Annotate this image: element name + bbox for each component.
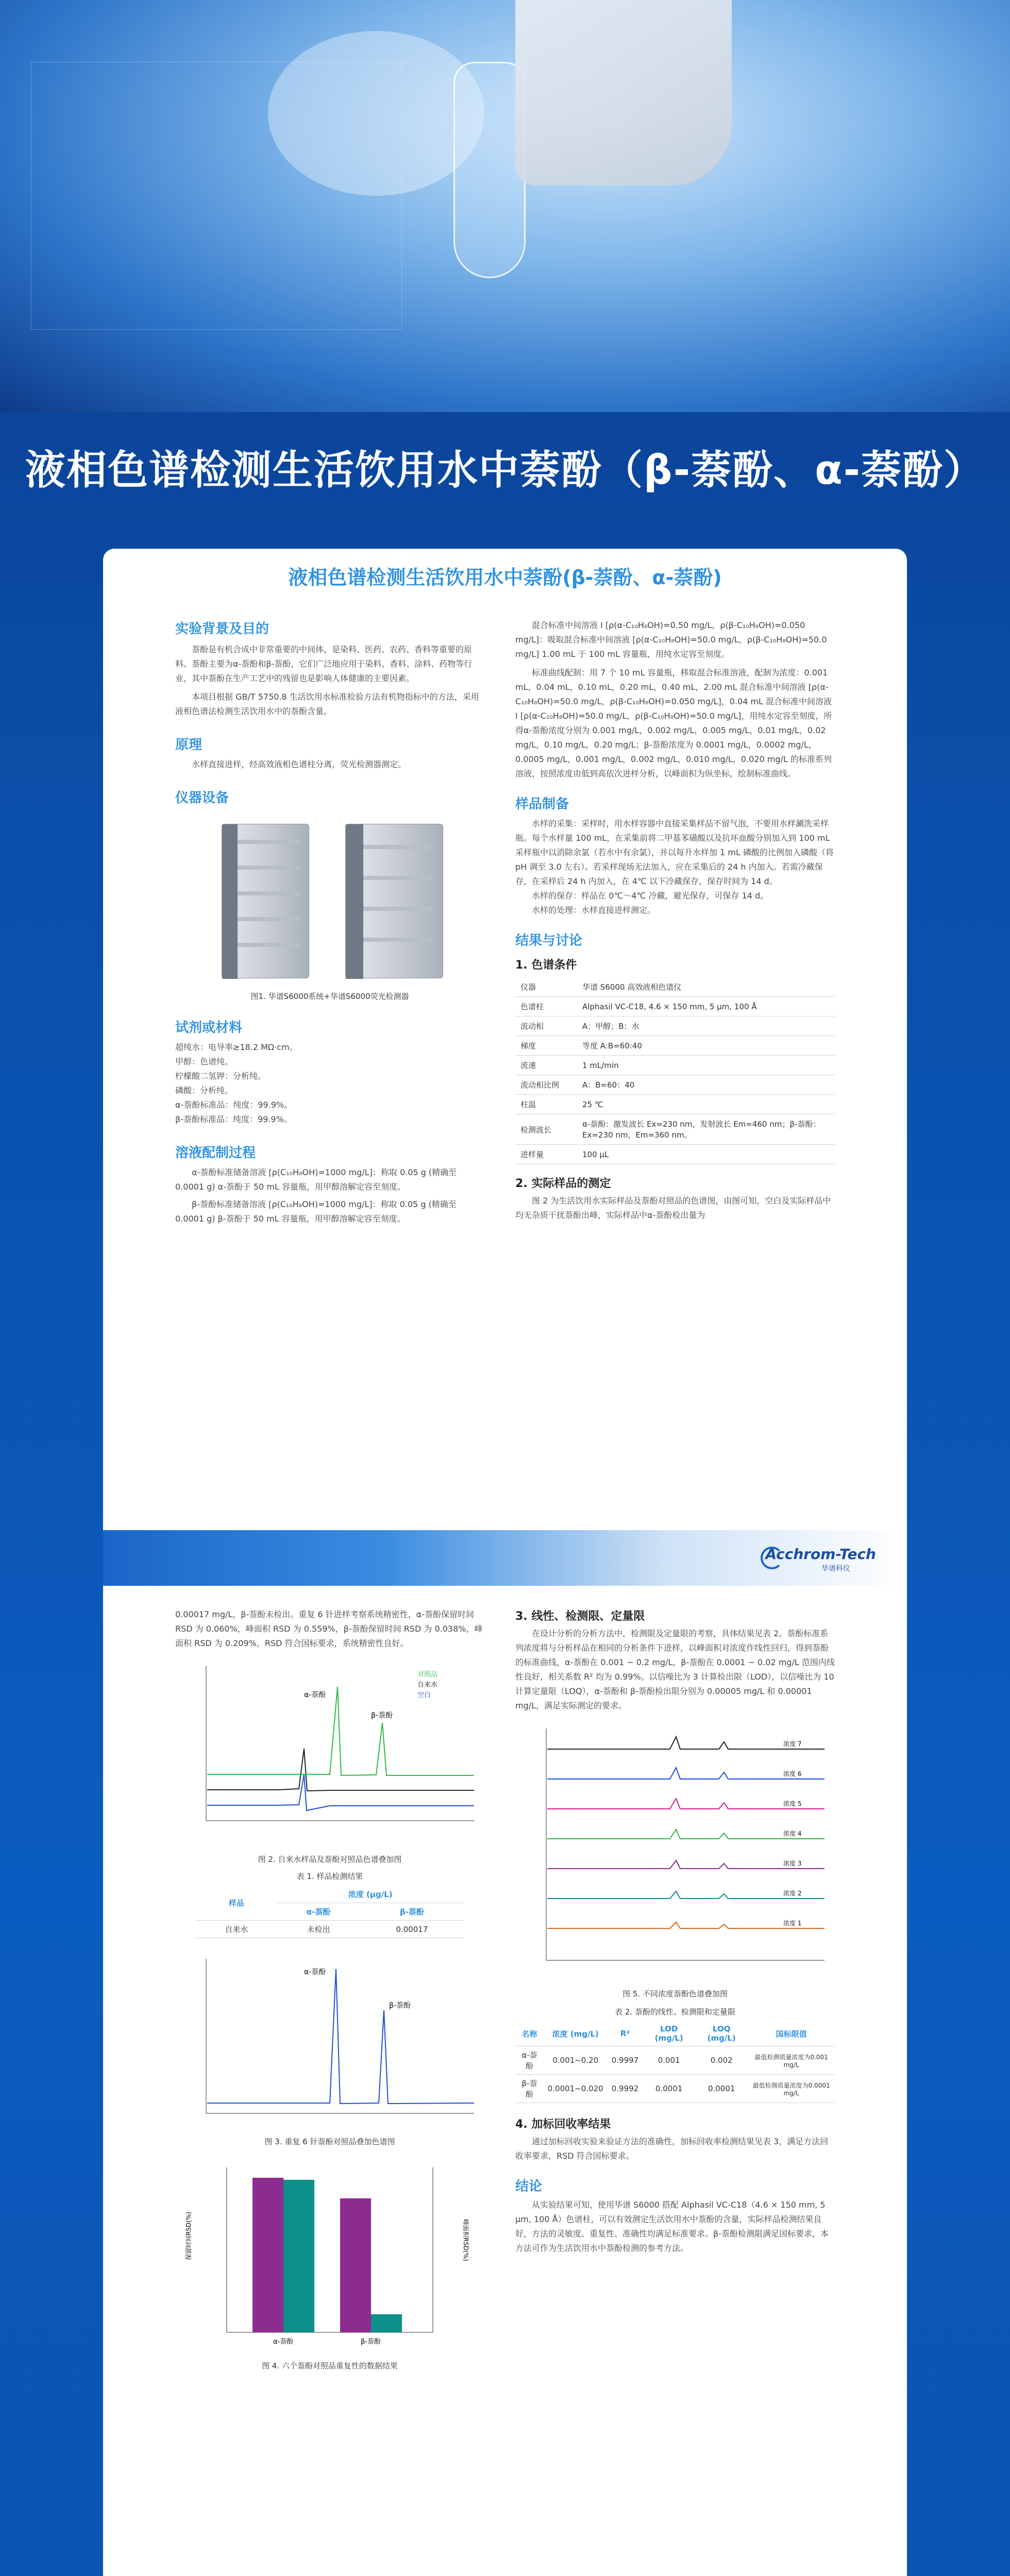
condition-value: α-萘酚：激发波长 Ex=230 nm，发射波长 Em=460 nm；β-萘酚：Ex=230 nm，Em=360 nm。 <box>577 1114 835 1145</box>
table2-header: LOQ (mg/L) <box>695 2021 748 2046</box>
condition-key: 梯度 <box>515 1036 577 1056</box>
table2-cell: 最低检测质量浓度为0.0001 mg/L <box>748 2075 835 2103</box>
condition-key: 流速 <box>515 1056 577 1075</box>
condition-key: 柱温 <box>515 1095 577 1114</box>
right-column-page1 <box>515 618 835 1223</box>
table1-head-sample: 样品 <box>196 1886 277 1921</box>
results-heading: 结果与讨论 <box>515 933 583 948</box>
table2-header: 浓度 (mg/L) <box>544 2021 608 2046</box>
condition-key: 仪器 <box>515 977 577 997</box>
condition-key: 检测波长 <box>515 1114 577 1145</box>
table-row <box>515 997 835 1016</box>
table2-header: LOD (mg/L) <box>643 2021 695 2046</box>
conditions-table <box>515 977 835 1164</box>
condition-value: Alphasil VC-C18, 4.6 × 150 mm, 5 μm, 100 Å <box>577 997 835 1016</box>
sample-storage-paragraph: 水样的保存：样品在 0℃～4℃ 冷藏，避光保存，可保存 14 d。 <box>532 891 769 901</box>
condition-value: 100 μL <box>577 1145 835 1164</box>
principle-heading: 原理 <box>175 737 203 753</box>
conditions-subheading: 1. 色谱条件 <box>515 959 577 972</box>
table-row <box>196 1921 464 1938</box>
document-title: 液相色谱检测生活饮用水中萘酚(β-萘酚、α-萘酚) <box>288 566 722 589</box>
condition-value: 等度 A:B=60:40 <box>577 1036 835 1056</box>
condition-value: 华谱 S6000 高效液相色谱仪 <box>577 977 835 997</box>
condition-value: 1 mL/min <box>577 1056 835 1075</box>
fig3-peak-label-a: α-萘酚 <box>304 1968 326 1976</box>
figure-2-caption: 图 2. 自来水样品及萘酚对照品色谱叠加图 <box>258 1855 402 1864</box>
reagent-item: 柠檬酸二氢钾：分析纯。 <box>175 1071 266 1081</box>
page-title: 液相色谱检测生活饮用水中萘酚（β-萘酚、α-萘酚） <box>25 447 985 494</box>
fig3-trace <box>207 1969 474 2104</box>
reagent-item: 超纯水：电导率≥18.2 MΩ·cm。 <box>175 1042 298 1052</box>
fig4-bar-b-retention <box>340 2198 371 2332</box>
table2-cell: 0.0001~0.020 <box>544 2075 608 2103</box>
fig2-trace-standard <box>207 1687 474 1775</box>
fig2-legend-tap-water: 自来水 <box>417 1681 438 1689</box>
condition-value: 25 ℃ <box>577 1095 835 1114</box>
instrument-heading: 仪器设备 <box>175 790 229 806</box>
fig5-trace-label: 浓度 5 <box>783 1800 802 1807</box>
sample-prep-heading: 样品制备 <box>515 796 569 812</box>
standard-solution-paragraph: 混合标准中间溶液 I [ρ(α-C₁₀H₈OH)=0.50 mg/L，ρ(β-C₁₀H₈OH)=0.050 mg/L]：吸取混合标准中间溶液 [ρ(α-C₁₀H₈OH)=50.0 mg/L，ρ(β-C₁₀H₈OH)=50.0 mg/L] 1.00 mL 于 100 mL 容量瓶，用纯水定容至刻度。 <box>515 620 827 659</box>
table2-cell: 0.9997 <box>608 2046 643 2075</box>
fig5-trace-label: 浓度 2 <box>783 1890 802 1897</box>
reagent-item: 磷酸：分析纯。 <box>175 1086 233 1095</box>
figure-3-chromatogram <box>175 1948 484 2134</box>
table2-cell: 0.001 <box>643 2046 695 2075</box>
reagent-item: α-萘酚标准品：纯度：99.9%。 <box>175 1100 293 1110</box>
left-column-page2 <box>175 1607 484 2371</box>
table-row <box>515 2046 835 2075</box>
table1-col-a: α-萘酚 <box>277 1903 360 1921</box>
table2-cell: 0.002 <box>695 2046 748 2075</box>
reagent-item: β-萘酚标准品：纯度：99.9%。 <box>175 1114 292 1124</box>
table2-cell: 0.0001 <box>695 2075 748 2103</box>
table-row <box>515 2075 835 2103</box>
table1-cell: 0.00017 <box>360 1921 464 1938</box>
table2-header: 国标限值 <box>748 2021 835 2046</box>
band-logo-subtext: 华谱科仪 <box>821 1565 850 1573</box>
flask-illustration <box>453 62 526 278</box>
principle-paragraph: 水样直接进样，经高效液相色谱柱分离，荧光检测器测定。 <box>192 759 407 769</box>
recovery-subheading: 4. 加标回收率结果 <box>515 2118 611 2131</box>
left-column-page1 <box>175 618 484 1226</box>
fig5-trace-label: 浓度 1 <box>783 1920 802 1927</box>
solution-paragraph-2: β-萘酚标准储备溶液 [ρ(C₁₀H₈OH)=1000 mg/L]：称取 0.05 g (精确至 0.0001 g) β-萘酚于 50 mL 容量瓶，用甲醇溶解定容至刻度。 <box>175 1199 457 1224</box>
table1-col-b: β-萘酚 <box>360 1903 464 1921</box>
hplc-instrument-image <box>222 824 309 978</box>
table-row <box>515 1145 835 1164</box>
figure-5-caption: 图 5. 不同浓度萘酚色谱叠加图 <box>622 1989 728 1998</box>
band-logo-text: Acchrom-Tech <box>765 1546 876 1563</box>
fig5-trace-label: 浓度 3 <box>783 1860 802 1867</box>
linearity-paragraph: 在设计分析的分析方法中，检测限及定量限的考察，具体结果见表 2。萘酚标准系列浓度将与分析样品在相同的分析条件下进样，以峰面积对浓度作线性回归，得到萘酚的标准曲线，α-萘酚在 0.001 ~ 0.2 mg/L，β-萘酚在 0.0001 ~ 0.02 mg/L 范围内线性良好，相关系数 R² 均为 0.99%。以信噪比为 3 计算检出限（LOD），以信噪比为 10 计算定量限（LOQ），α-萘酚和 β-萘酚检出限分别为 0.00005 mg/L 和 0.00001 mg/L，满足实际测定的要求。 <box>515 1629 835 1710</box>
figure-2-chromatogram <box>175 1656 484 1852</box>
table2-cell: 最低检测质量浓度为0.001 mg/L <box>748 2046 835 2075</box>
condition-key: 色谱柱 <box>515 997 577 1016</box>
fig2-legend-standard: 对照品 <box>417 1671 438 1679</box>
table2-cell: β-萘酚 <box>515 2075 544 2103</box>
fig2-peak-label-b: β-萘酚 <box>371 1711 393 1720</box>
table2-cell: 0.001~0.20 <box>544 2046 608 2075</box>
table-row <box>515 977 835 997</box>
table1-head-conc: 浓度 (μg/L) <box>277 1886 464 1903</box>
fig4-right-axis-label: 峰面积RSD(%) <box>462 2219 469 2261</box>
fig2-peak-label-a: α-萘酚 <box>304 1691 326 1699</box>
fig5-trace-label: 浓度 6 <box>783 1770 802 1777</box>
conclusion-heading: 结论 <box>515 2179 543 2194</box>
table-row <box>515 1016 835 1036</box>
fig5-trace-label: 浓度 4 <box>783 1830 802 1837</box>
table-row <box>515 1095 835 1114</box>
figure-5-chromatogram <box>515 1718 835 1986</box>
condition-value: A：B=60：40 <box>577 1075 835 1095</box>
instrument-figure <box>175 814 484 989</box>
figure-4-caption: 图 4. 六个萘酚对照品重复性的数据结果 <box>262 2361 398 2370</box>
condition-value: A：甲醇；B：水 <box>577 1016 835 1036</box>
right-column-page2 <box>515 1607 835 2256</box>
fig4-bar-a-area <box>283 2180 314 2332</box>
figure-4-bar-chart <box>175 2157 484 2358</box>
solution-paragraph-1: α-萘酚标准储备溶液 [ρ(C₁₀H₈OH)=1000 mg/L]：称取 0.05 g (精确至 0.0001 g) α-萘酚于 50 mL 容量瓶，用甲醇溶解定容至刻度。 <box>175 1167 457 1192</box>
sample-collection-paragraph: 水样的采集：采样时，用水样容器中直接采集样品不留气泡，不要用水样涮洗采样瓶。每个水样量 100 mL，在采集前将二甲基苯磺酸以及抗坏血酸分别加入到 100 mL 采样瓶中以消除余氯（若水中有余氯），并以每升水样加 1 mL 磷酸的比例加入磷酸（将 pH 调至 3.0 左右）。若采样现场无法加入，应在采集后的 24 h 内加入。若需冷藏保存，在采样后 24 h 内加入，在 4℃ 以下冷藏保存，保存时间为 14 d。 <box>515 819 834 886</box>
table-2-title: 表 2. 萘酚的线性、检测限和定量限 <box>615 2007 735 2016</box>
table-2-linearity <box>515 2021 835 2103</box>
fig4-category-b: β-萘酚 <box>361 2338 381 2346</box>
table-row <box>515 1075 835 1095</box>
sample-test-paragraph: 图 2 为生活饮用水实际样品及萘酚对照品的色谱图，由图可知，空白及实际样品中均无杂质干扰萘酚出峰，实际样品中α-萘酚检出量为 <box>515 1196 831 1220</box>
table2-cell: 0.9992 <box>608 2075 643 2103</box>
hero-banner <box>0 0 1010 412</box>
conclusion-paragraph: 从实验结果可知，使用华谱 S6000 搭配 Alphasil VC-C18（4.6 × 150 mm, 5 μm, 100 Å）色谱柱，可以有效测定生活饮用水中萘酚的含量，实际样品检测结果良好，方法的灵敏度、重复性、准确性均满足标准要求。β-萘酚检测限满足国标要求，本方法可作为生活饮用水中萘酚检测的参考方法。 <box>515 2200 829 2253</box>
fig4-bar-a-retention <box>252 2178 283 2332</box>
figure-3-caption: 图 3. 重复 6 针萘酚对照品叠加色谱图 <box>264 2137 395 2146</box>
table-row <box>515 1056 835 1075</box>
table1-cell: 未检出 <box>277 1921 360 1938</box>
sample-processing-paragraph: 水样的处理：水样直接进样测定。 <box>532 905 656 915</box>
reagents-list <box>175 1040 484 1127</box>
reagents-heading: 试剂或材料 <box>175 1020 243 1036</box>
precision-paragraph: 0.00017 mg/L，β-萘酚未检出。重复 6 针进样考察系统精密性，α-萘酚保留时间 RSD 为 0.060%，峰面积 RSD 为 0.559%，β-萘酚保留时间 RSD 为 0.038%，峰面积 RSD 为 0.209%，RSD 符合国标要求，系统精密性良好。 <box>175 1609 483 1648</box>
linearity-subheading: 3. 线性、检测限、定量限 <box>515 1610 645 1623</box>
table2-cell: α-萘酚 <box>515 2046 544 2075</box>
calibration-paragraph: 标准曲线配制：用 7 个 10 mL 容量瓶，移取混合标准溶液，配制为浓度：0.001 mL，0.04 mL，0.10 mL，0.20 mL，0.40 mL，2.00 mL 混合标准中间溶液 [ρ(α-C₁₀H₈OH)=50.0 mg/L，ρ(β-C₁₀H₈OH)=0.050 mg/L]，0.04 mL 混合标准中间溶液 I [ρ(α-C₁₀H₈OH)=50.0 mg/L，ρ(β-C₁₀H₈OH)=50.0 mg/L]，用纯水定容至刻度，所得α-萘酚浓度分别为 0.001 mg/L，0.002 mg/L，0.005 mg/L，0.01 mg/L，0.02 mg/L，0.10 mg/L，0.20 mg/L；β-萘酚浓度为 0.0001 mg/L，0.0002 mg/L，0.0005 mg/L，0.001 mg/L，0.002 mg/L，0.010 mg/L，0.020 mg/L 的标准系列溶液，按照浓度由低到高依次进样分析，以峰面积为纵坐标，绘制标准曲线。 <box>515 668 832 778</box>
table-row <box>515 1036 835 1056</box>
condition-key: 流动相 <box>515 1016 577 1036</box>
fig2-trace-blank <box>207 1774 474 1810</box>
fig5-trace-label: 浓度 7 <box>783 1740 802 1748</box>
fig5-traces <box>547 1737 824 1928</box>
background-paragraph-1: 萘酚是有机合成中非常重要的中间体，是染料、医药、农药、香料等重要的原料。萘酚主要为α-萘酚和β-萘酚，它们广泛地应用于染料、香料、涂料、药物等行业，其中萘酚在生产工艺中的残留也是影响人体健康的主要因素。 <box>175 645 473 683</box>
fig3-peak-label-b: β-萘酚 <box>389 2002 411 2010</box>
detector-instrument-image <box>345 824 443 978</box>
background-paragraph-2: 本项目根据 GB/T 5750.8 生活饮用水标准检验方法有机物指标中的方法，采用液相色谱法检测生活饮用水中的萘酚含量。 <box>175 692 479 716</box>
table2-header: 名称 <box>515 2021 544 2046</box>
table-row <box>515 1114 835 1145</box>
table-1-sample-results <box>196 1886 464 1938</box>
table1-cell: 自来水 <box>196 1921 277 1938</box>
section-divider-band <box>103 1530 907 1586</box>
instrument-caption: 图1. 华谱S6000系统+华谱S6000荧光检测器 <box>250 992 409 1001</box>
condition-key: 进样量 <box>515 1145 577 1164</box>
fig4-bar-b-area <box>371 2314 402 2332</box>
table-1-title: 表 1. 样品检测结果 <box>296 1872 363 1881</box>
fig2-legend-blank: 空白 <box>417 1691 431 1699</box>
fig4-left-axis-label: 保留时间RSD(%) <box>185 2212 192 2260</box>
condition-key: 流动相比例 <box>515 1075 577 1095</box>
reagent-item: 甲醇：色谱纯。 <box>175 1057 233 1066</box>
background-heading: 实验背景及目的 <box>175 621 270 637</box>
hero-glow <box>268 31 484 196</box>
recovery-paragraph: 通过加标回收实验来验证方法的准确性，加标回收率检测结果见表 3，满足方法回收率要求，RSD 符合国标要求。 <box>515 2137 829 2161</box>
table2-header: R² <box>608 2021 643 2046</box>
hand-illustration <box>515 0 732 185</box>
solution-heading: 溶液配制过程 <box>175 1145 256 1161</box>
sample-test-subheading: 2. 实际样品的测定 <box>515 1177 611 1190</box>
fig4-category-a: α-萘酚 <box>273 2338 294 2346</box>
table2-cell: 0.0001 <box>643 2075 695 2103</box>
